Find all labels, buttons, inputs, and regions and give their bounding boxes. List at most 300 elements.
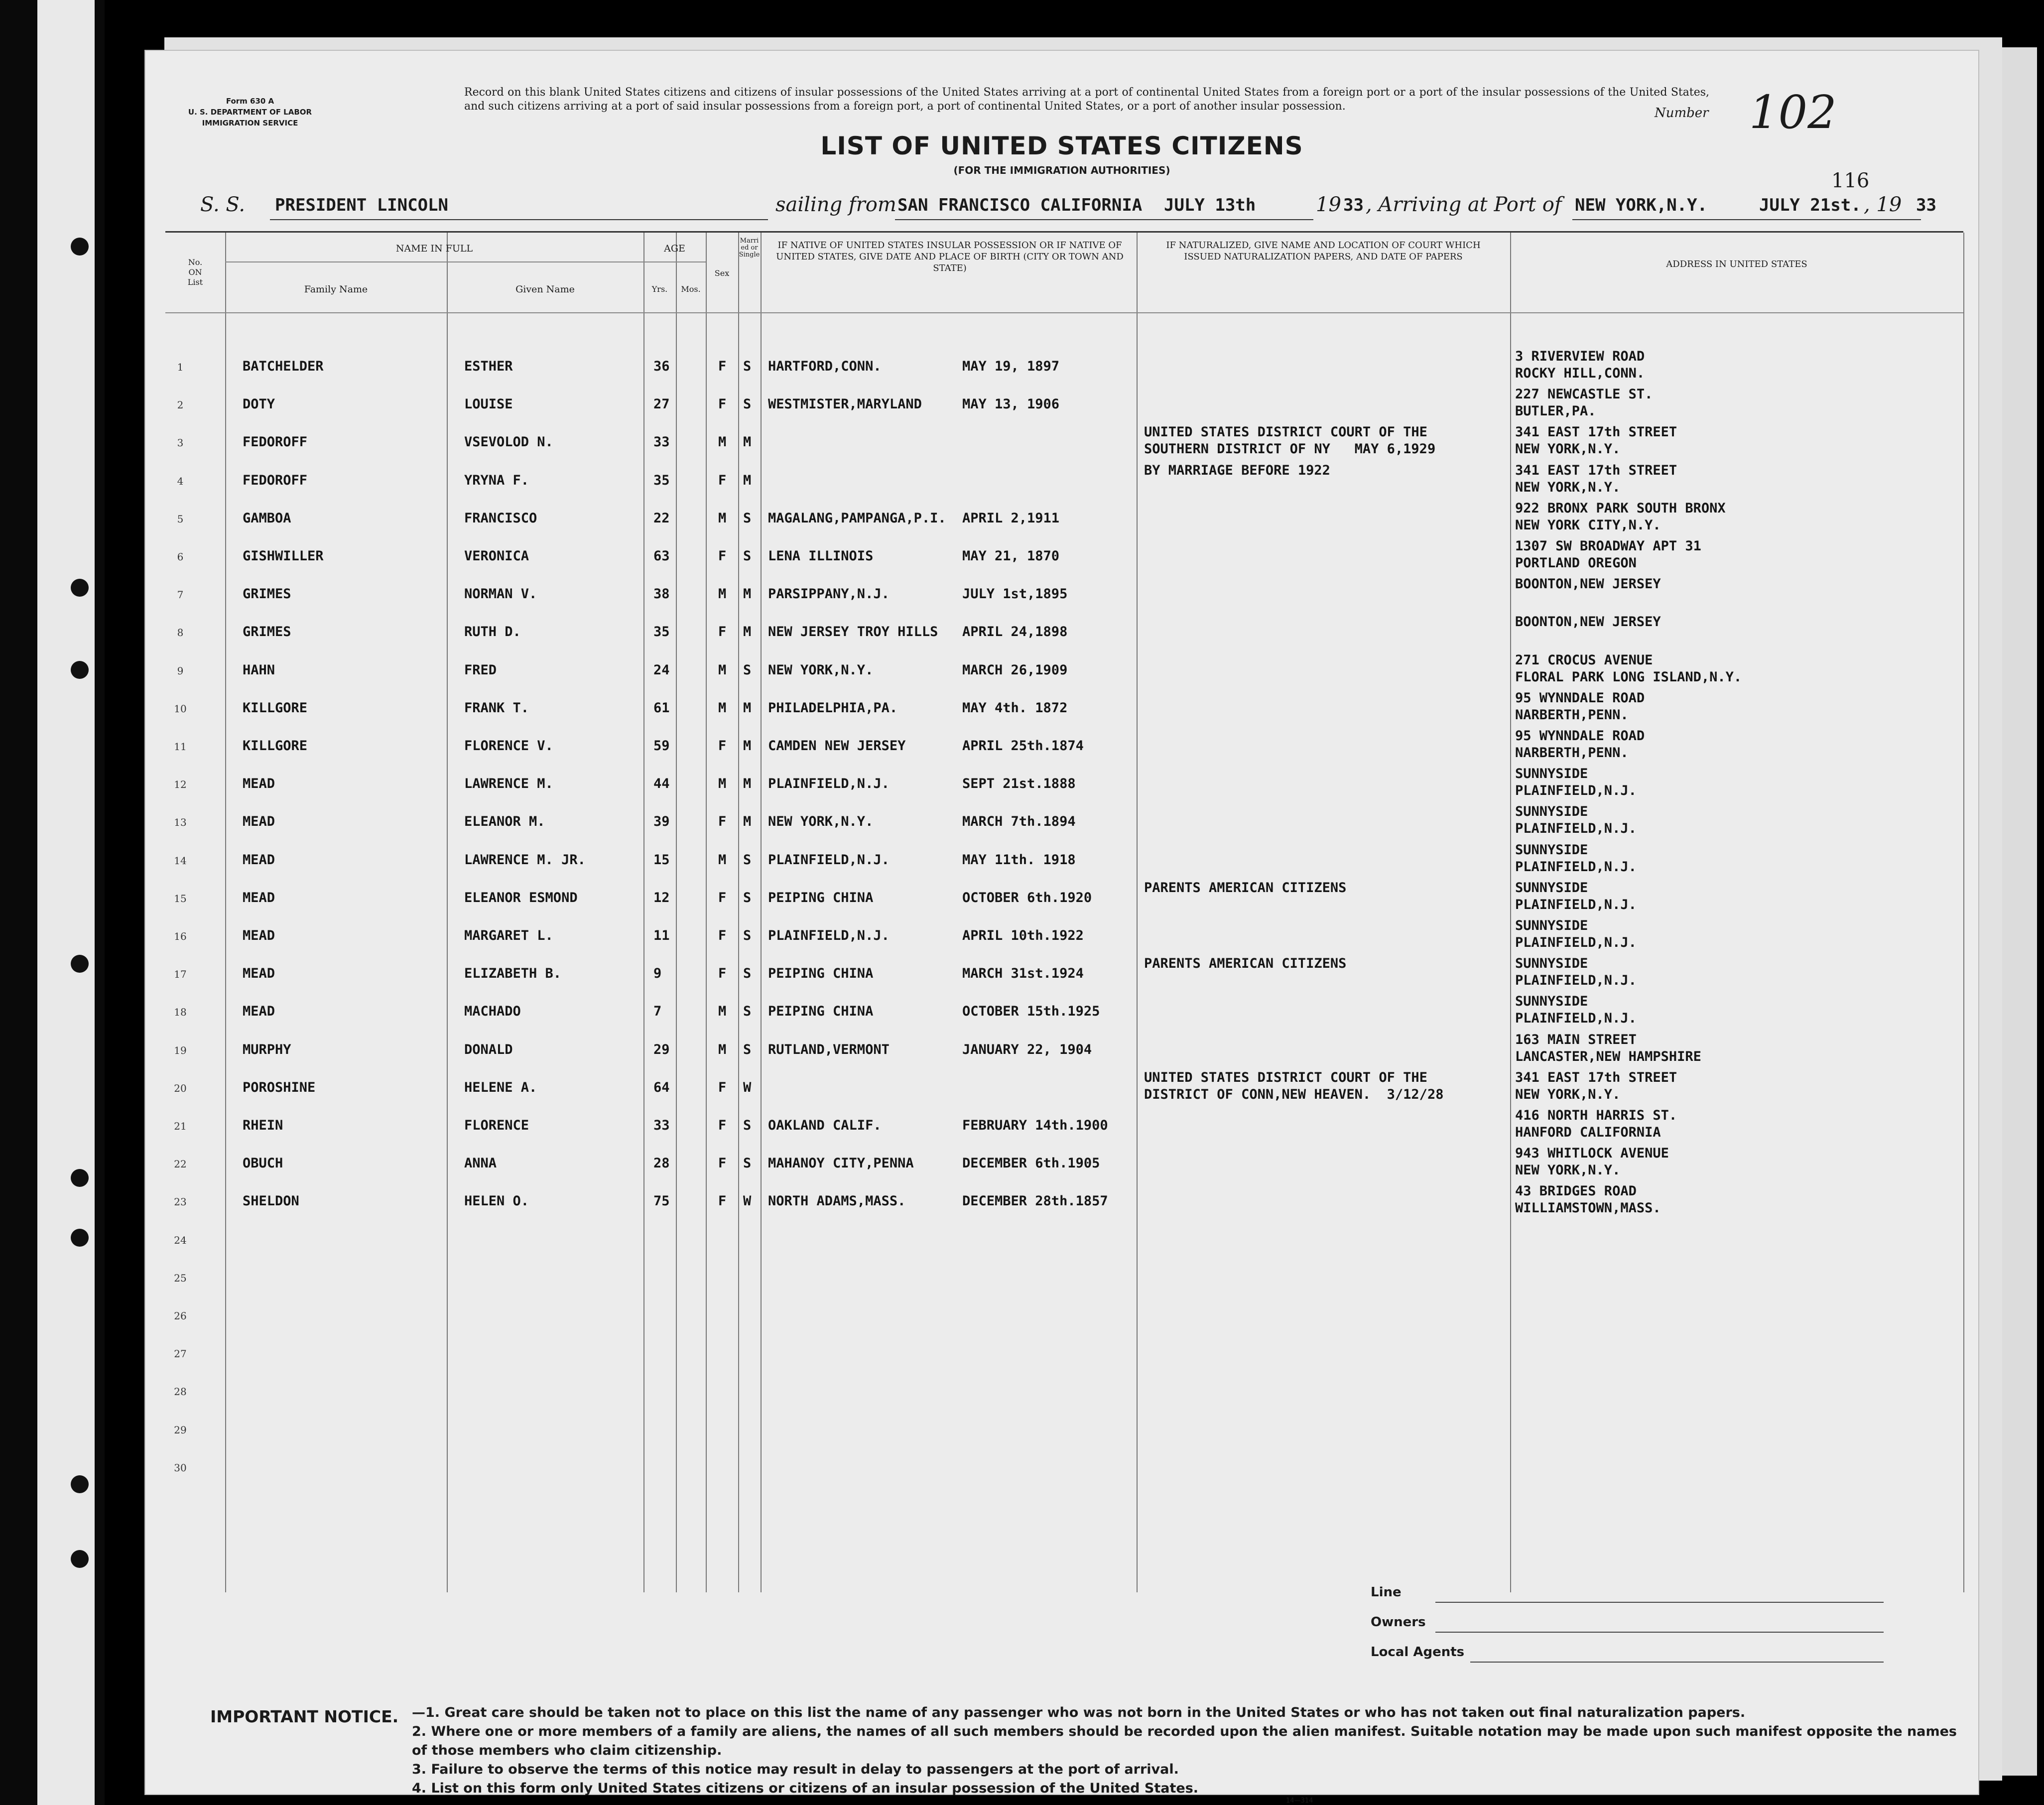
row-number: 7: [177, 589, 184, 601]
sex: M: [718, 586, 727, 602]
col-naturalization-header: IF NATURALIZED, GIVE NAME AND LOCATION OF COURT WHICH ISSUED NATURALIZATION PAPERS, AND DATE OF PAPERS: [1166, 240, 1481, 262]
punch-hole: [71, 661, 89, 679]
age-years: 29: [653, 1041, 670, 1057]
naturalization-line-1: PARENTS AMERICAN CITIZENS: [1144, 880, 1347, 896]
given-name: YRYNA F.: [464, 472, 529, 488]
row-number: 23: [174, 1196, 187, 1208]
family-name: MURPHY: [243, 1041, 291, 1057]
passenger-table: [165, 231, 1963, 1592]
sex: M: [718, 852, 727, 868]
age-years: 35: [653, 472, 670, 488]
naturalization-line-1: PARENTS AMERICAN CITIZENS: [1144, 956, 1347, 972]
address-line-2: NEW YORK,N.Y.: [1515, 1162, 1621, 1178]
table-row: [165, 423, 1963, 461]
birth-date: APRIL 10th.1922: [962, 928, 1084, 943]
age-years: 28: [653, 1156, 670, 1171]
given-name: MARGARET L.: [464, 928, 553, 943]
naturalization-line-1: UNITED STATES DISTRICT COURT OF THE: [1144, 424, 1427, 440]
form-number: Form 630 A: [226, 97, 274, 106]
row-number: 12: [174, 778, 187, 791]
address-line-1: SUNNYSIDE: [1515, 918, 1588, 933]
table-row: [165, 765, 1963, 802]
family-name: GAMBOA: [243, 510, 291, 526]
marital-status: S: [743, 396, 752, 412]
address-line-1: 341 EAST 17th STREET: [1515, 462, 1677, 478]
address-line-2: FLORAL PARK LONG ISLAND,N.Y.: [1515, 669, 1742, 685]
address-line-2: PLAINFIELD,N.J.: [1515, 897, 1637, 912]
birth-place: CAMDEN NEW JERSEY: [768, 738, 906, 754]
agents-underline: [1470, 1662, 1884, 1663]
given-name: ANNA: [464, 1156, 497, 1171]
family-name: OBUCH: [243, 1156, 283, 1171]
naturalization-line-1: BY MARRIAGE BEFORE 1922: [1144, 462, 1330, 478]
sex: F: [718, 548, 727, 564]
row-number: 19: [174, 1044, 187, 1056]
header-divider: [225, 261, 676, 262]
family-name: POROSHINE: [243, 1079, 316, 1095]
given-name: FRANCISCO: [464, 510, 537, 526]
birth-date: OCTOBER 6th.1920: [962, 890, 1092, 905]
address-line-2: NEW YORK,N.Y.: [1515, 1086, 1621, 1102]
year-label: 19: [1316, 193, 1341, 216]
agents-label: Local Agents: [1371, 1645, 1465, 1660]
marital-status: S: [743, 510, 752, 526]
sex: F: [718, 1079, 727, 1095]
marital-status: S: [743, 1118, 752, 1133]
notice-item: 2. Where one or more members of a family are aliens, the names of all such members should be recorded upon the alien manifest. Suitable notation may be made upon such manifest opposite the names of those members who claim citizenship.: [412, 1724, 1957, 1758]
birth-date: FEBRUARY 14th.1900: [962, 1118, 1108, 1133]
row-number: 6: [177, 551, 184, 563]
blank-table-row: [165, 1372, 1963, 1410]
address-line-2: BUTLER,PA.: [1515, 403, 1596, 419]
birth-place: MAGALANG,PAMPANGA,P.I.: [768, 510, 946, 526]
birth-place: HARTFORD,CONN.: [768, 359, 882, 374]
notice-item: —1. Great care should be taken not to place on this list the name of any passenger who was not born in the United States or who has not taken out final naturalization papers.: [412, 1705, 1746, 1720]
arrival-year: 33: [1916, 195, 1936, 215]
page-stamp: 116: [1831, 169, 1870, 192]
sailing-year: 33: [1343, 195, 1364, 215]
given-name: LAWRENCE M. JR.: [464, 852, 586, 868]
blank-table-row: [165, 1334, 1963, 1372]
birth-place: NEW YORK,N.Y.: [768, 662, 874, 678]
family-name: DOTY: [243, 396, 275, 412]
row-number: 29: [174, 1423, 187, 1436]
marital-status: S: [743, 359, 752, 374]
address-line-1: 163 MAIN STREET: [1515, 1031, 1637, 1047]
owners-underline: [1435, 1632, 1884, 1633]
punch-hole: [71, 238, 89, 256]
family-name: MEAD: [243, 890, 275, 905]
given-name: FRED: [464, 662, 497, 678]
address-line-2: NEW YORK,N.Y.: [1515, 441, 1621, 457]
arriving-label: , Arriving at Port of: [1366, 193, 1562, 216]
table-row: [165, 841, 1963, 879]
marital-status: M: [743, 814, 752, 830]
notice-item: 4. List on this form only United States citizens or citizens of an insular possession of the United States.: [412, 1781, 1199, 1796]
address-line-1: 943 WHITLOCK AVENUE: [1515, 1146, 1669, 1161]
owners-field: [1371, 1615, 1426, 1630]
sex: M: [718, 1041, 727, 1057]
row-number: 2: [177, 399, 184, 411]
sex: F: [718, 472, 727, 488]
row-number: 10: [174, 702, 187, 715]
department-name: U. S. DEPARTMENT OF LABOR: [188, 108, 312, 117]
age-years: 35: [653, 624, 670, 640]
birth-place: PEIPING CHINA: [768, 1004, 874, 1020]
col-address-header: ADDRESS IN UNITED STATES: [1666, 259, 1807, 269]
row-number: 30: [174, 1461, 187, 1474]
row-number: 18: [174, 1006, 187, 1019]
given-name: VSEVOLOD N.: [464, 434, 553, 450]
marital-status: S: [743, 928, 752, 943]
birth-place: PLAINFIELD,N.J.: [768, 776, 890, 792]
given-name: RUTH D.: [464, 624, 521, 640]
sex: F: [718, 1118, 727, 1133]
row-number: 1: [177, 361, 184, 373]
address-line-1: 43 BRIDGES ROAD: [1515, 1183, 1637, 1199]
agents-field: [1371, 1645, 1464, 1660]
important-notice-text: [412, 1703, 1966, 1798]
underline: [895, 219, 1313, 220]
arrival-date: JULY 21st.: [1759, 195, 1861, 215]
number-label: Number: [1655, 106, 1709, 121]
punch-hole: [71, 1475, 89, 1493]
birth-place: WESTMISTER,MARYLAND: [768, 396, 922, 412]
address-line-1: 95 WYNNDALE ROAD: [1515, 690, 1645, 706]
row-number: 3: [177, 437, 184, 449]
age-years: 11: [653, 928, 670, 943]
sex: F: [718, 1193, 727, 1209]
col-yrs-header: Yrs.: [651, 284, 668, 294]
address-line-2: PLAINFIELD,N.J.: [1515, 935, 1637, 950]
address-line-1: 416 NORTH HARRIS ST.: [1515, 1108, 1677, 1123]
row-number: 21: [174, 1120, 187, 1132]
table-row: [165, 347, 1963, 385]
row-number: 15: [174, 892, 187, 904]
birth-place: NEW JERSEY TROY HILLS: [768, 624, 938, 640]
marital-status: M: [743, 586, 752, 602]
row-number: 25: [174, 1272, 187, 1284]
family-name: MEAD: [243, 852, 275, 868]
birth-place: PARSIPPANY,N.J.: [768, 586, 890, 602]
row-number: 11: [174, 741, 187, 753]
blank-table-row: [165, 1448, 1963, 1486]
sex: F: [718, 928, 727, 943]
col-sex-header: Sex: [714, 268, 730, 278]
given-name: ESTHER: [464, 359, 513, 374]
manifest-page: [144, 50, 1979, 1805]
address-line-2: NEW YORK,N.Y.: [1515, 479, 1621, 495]
age-years: 64: [653, 1079, 670, 1095]
list-number: 102: [1749, 86, 1837, 139]
col-age-header: AGE: [664, 243, 685, 254]
sex: F: [718, 890, 727, 905]
birth-date: OCTOBER 15th.1925: [962, 1004, 1100, 1020]
address-line-1: BOONTON,NEW JERSEY: [1515, 614, 1661, 630]
table-row: [165, 385, 1963, 423]
sailing-label: sailing from: [775, 193, 896, 216]
address-line-1: 95 WYNNDALE ROAD: [1515, 728, 1645, 744]
table-row: [165, 916, 1963, 954]
marital-status: S: [743, 890, 752, 905]
ship-name: PRESIDENT LINCOLN: [275, 195, 448, 215]
marital-status: S: [743, 1156, 752, 1171]
year-label: , 19: [1864, 193, 1902, 216]
birth-date: MAY 21, 1870: [962, 548, 1060, 564]
family-name: SHELDON: [243, 1193, 299, 1209]
age-years: 75: [653, 1193, 670, 1209]
table-row: [165, 992, 1963, 1030]
row-number: 14: [174, 854, 187, 867]
table-row: [165, 1182, 1963, 1220]
marital-status: S: [743, 548, 752, 564]
page-subtitle: (FOR THE IMMIGRATION AUTHORITIES): [953, 164, 1170, 176]
underline: [270, 219, 768, 220]
given-name: FRANK T.: [464, 700, 529, 716]
family-name: FEDOROFF: [243, 434, 308, 450]
address-line-2: PLAINFIELD,N.J.: [1515, 783, 1637, 799]
sex: M: [718, 1004, 727, 1020]
address-line-2: ROCKY HILL,CONN.: [1515, 366, 1645, 381]
service-name: IMMIGRATION SERVICE: [202, 119, 298, 128]
address-line-1: 341 EAST 17th STREET: [1515, 1069, 1677, 1085]
address-line-2: PLAINFIELD,N.J.: [1515, 821, 1637, 837]
birth-place: NORTH ADAMS,MASS.: [768, 1193, 906, 1209]
family-name: BATCHELDER: [243, 359, 324, 374]
sailing-date: JULY 13th: [1164, 195, 1256, 215]
notice-item: 3. Failure to observe the terms of this notice may result in delay to passengers at the port of arrival.: [412, 1762, 1179, 1777]
given-name: FLORENCE: [464, 1118, 529, 1133]
given-name: ELEANOR ESMOND: [464, 890, 578, 905]
address-line-1: BOONTON,NEW JERSEY: [1515, 576, 1661, 592]
marital-status: W: [743, 1079, 752, 1095]
row-number: 20: [174, 1082, 187, 1094]
marital-status: S: [743, 662, 752, 678]
row-number: 8: [177, 627, 184, 639]
top-notice: Record on this blank United States citizens and citizens of insular possessions of the United States arriving at a port of continental United States from a foreign port or a port of the insular possessions of the United States, and such citizens arriving at a port of said insular possessions from a foreign port, a port of continental United States, or a port of another insular possession.: [464, 86, 1709, 113]
marital-status: S: [743, 1004, 752, 1020]
family-name: KILLGORE: [243, 700, 308, 716]
address-line-1: 922 BRONX PARK SOUTH BRONX: [1515, 500, 1726, 516]
address-line-1: SUNNYSIDE: [1515, 994, 1588, 1010]
sex: F: [718, 814, 727, 830]
sex: M: [718, 510, 727, 526]
birth-place: PLAINFIELD,N.J.: [768, 852, 890, 868]
age-years: 36: [653, 359, 670, 374]
birth-date: DECEMBER 6th.1905: [962, 1156, 1100, 1171]
voyage-line: [200, 190, 1953, 225]
address-line-1: 271 CROCUS AVENUE: [1515, 652, 1653, 668]
family-name: MEAD: [243, 928, 275, 943]
address-line-2: PLAINFIELD,N.J.: [1515, 1011, 1637, 1027]
family-name: MEAD: [243, 1004, 275, 1020]
col-given-header: Given Name: [515, 284, 575, 295]
birth-date: MAY 13, 1906: [962, 396, 1060, 412]
age-years: 63: [653, 548, 670, 564]
sex: F: [718, 396, 727, 412]
row-number: 27: [174, 1348, 187, 1360]
birth-place: LENA ILLINOIS: [768, 548, 874, 564]
birth-date: APRIL 24,1898: [962, 624, 1068, 640]
table-row: [165, 1106, 1963, 1144]
family-name: FEDOROFF: [243, 472, 308, 488]
table-row: [165, 1068, 1963, 1106]
birth-date: DECEMBER 28th.1857: [962, 1193, 1108, 1209]
binder-strip: [37, 0, 95, 1805]
underline: [1572, 219, 1921, 220]
marital-status: S: [743, 966, 752, 982]
given-name: HELENE A.: [464, 1079, 537, 1095]
row-number: 28: [174, 1386, 187, 1398]
form-identifier: [185, 96, 315, 129]
age-years: 39: [653, 814, 670, 830]
column-divider: [1963, 233, 1964, 1592]
birth-date: MAY 4th. 1872: [962, 700, 1068, 716]
sex: F: [718, 1156, 727, 1171]
blank-table-row: [165, 1258, 1963, 1296]
birth-place: OAKLAND CALIF.: [768, 1118, 882, 1133]
table-row: [165, 954, 1963, 992]
address-line-1: 341 EAST 17th STREET: [1515, 424, 1677, 440]
line-underline: [1435, 1602, 1884, 1603]
row-number: 16: [174, 930, 187, 942]
given-name: ELIZABETH B.: [464, 966, 562, 982]
marital-status: M: [743, 624, 752, 640]
marital-status: M: [743, 434, 752, 450]
address-line-1: 3 RIVERVIEW ROAD: [1515, 349, 1645, 364]
col-mos-header: Mos.: [681, 284, 701, 294]
address-line-1: 227 NEWCASTLE ST.: [1515, 387, 1653, 402]
sex: F: [718, 624, 727, 640]
age-years: 61: [653, 700, 670, 716]
address-line-1: SUNNYSIDE: [1515, 804, 1588, 820]
given-name: LOUISE: [464, 396, 513, 412]
sex: M: [718, 434, 727, 450]
family-name: MEAD: [243, 814, 275, 830]
birth-place: PEIPING CHINA: [768, 890, 874, 905]
birth-date: JULY 1st,1895: [962, 586, 1068, 602]
row-number: 22: [174, 1158, 187, 1170]
row-number: 9: [177, 664, 184, 677]
naturalization-line-2: DISTRICT OF CONN,NEW HEAVEN. 3/12/28: [1144, 1086, 1444, 1102]
age-years: 44: [653, 776, 670, 792]
table-row: [165, 1144, 1963, 1182]
row-number: 4: [177, 475, 184, 487]
marital-status: M: [743, 472, 752, 488]
sex: F: [718, 966, 727, 982]
col-number-header: No. ON List: [187, 258, 203, 287]
table-row: [165, 727, 1963, 765]
given-name: ELEANOR M.: [464, 814, 545, 830]
age-years: 27: [653, 396, 670, 412]
address-line-1: SUNNYSIDE: [1515, 880, 1588, 896]
row-number: 13: [174, 816, 187, 829]
family-name: KILLGORE: [243, 738, 308, 754]
family-name: HAHN: [243, 662, 275, 678]
age-years: 12: [653, 890, 670, 905]
marital-status: S: [743, 852, 752, 868]
table-row: [165, 499, 1963, 537]
line-field: [1371, 1585, 1402, 1600]
given-name: MACHADO: [464, 1004, 521, 1020]
birth-date: MARCH 7th.1894: [962, 814, 1076, 830]
address-line-1: SUNNYSIDE: [1515, 956, 1588, 972]
family-name: MEAD: [243, 776, 275, 792]
header-divider: [643, 261, 706, 262]
address-line-2: PLAINFIELD,N.J.: [1515, 859, 1637, 875]
table-row: [165, 613, 1963, 650]
age-years: 15: [653, 852, 670, 868]
given-name: DONALD: [464, 1041, 513, 1057]
ss-label: S. S.: [200, 193, 246, 216]
table-row: [165, 879, 1963, 916]
table-row: [165, 651, 1963, 689]
punch-hole: [71, 579, 89, 597]
age-years: 9: [653, 966, 662, 982]
birth-date: MARCH 26,1909: [962, 662, 1068, 678]
row-number: 5: [177, 513, 184, 525]
blank-table-row: [165, 1410, 1963, 1448]
table-row: [165, 461, 1963, 499]
birth-place: PLAINFIELD,N.J.: [768, 928, 890, 943]
sex: F: [718, 359, 727, 374]
col-marital-header: Married or Single: [739, 237, 760, 258]
blank-table-row: [165, 1220, 1963, 1258]
table-row: [165, 537, 1963, 575]
marital-status: M: [743, 738, 752, 754]
punch-hole: [71, 1550, 89, 1568]
given-name: LAWRENCE M.: [464, 776, 553, 792]
birth-date: MAY 19, 1897: [962, 359, 1060, 374]
address-line-1: SUNNYSIDE: [1515, 842, 1588, 858]
birth-date: APRIL 25th.1874: [962, 738, 1084, 754]
given-name: HELEN O.: [464, 1193, 529, 1209]
address-line-2: WILLIAMSTOWN,MASS.: [1515, 1200, 1661, 1216]
address-line-2: HANFORD CALIFORNIA: [1515, 1125, 1661, 1140]
address-line-1: 1307 SW BROADWAY APT 31: [1515, 538, 1701, 554]
family-name: GISHWILLER: [243, 548, 324, 564]
col-name-header: NAME IN FULL: [395, 243, 473, 254]
marital-status: W: [743, 1193, 752, 1209]
age-years: 24: [653, 662, 670, 678]
family-name: GRIMES: [243, 624, 291, 640]
sex: M: [718, 662, 727, 678]
sex: M: [718, 776, 727, 792]
page-title: LIST OF UNITED STATES CITIZENS: [820, 131, 1303, 160]
age-years: 59: [653, 738, 670, 754]
address-line-2: NARBERTH,PENN.: [1515, 745, 1629, 761]
birth-place: PEIPING CHINA: [768, 966, 874, 982]
naturalization-line-1: UNITED STATES DISTRICT COURT OF THE: [1144, 1069, 1427, 1085]
address-line-1: SUNNYSIDE: [1515, 766, 1588, 782]
marital-status: M: [743, 700, 752, 716]
birth-place: PHILADELPHIA,PA.: [768, 700, 898, 716]
sex: F: [718, 738, 727, 754]
address-line-2: LANCASTER,NEW HAMPSHIRE: [1515, 1048, 1701, 1064]
birth-date: JANUARY 22, 1904: [962, 1041, 1092, 1057]
age-years: 7: [653, 1004, 662, 1020]
col-birth-header: IF NATIVE OF UNITED STATES INSULAR POSSESSION OR IF NATIVE OF UNITED STATES, GIVE DATE AND PLACE OF BIRTH (CITY OR TOWN AND STATE): [776, 240, 1124, 273]
row-number: 24: [174, 1234, 187, 1246]
binder-background: [0, 0, 105, 1805]
age-years: 33: [653, 1118, 670, 1133]
birth-date: MAY 11th. 1918: [962, 852, 1076, 868]
blank-table-row: [165, 1296, 1963, 1334]
given-name: VERONICA: [464, 548, 529, 564]
port-of-departure: SAN FRANCISCO CALIFORNIA: [897, 195, 1143, 215]
port-of-arrival: NEW YORK,N.Y.: [1575, 195, 1708, 215]
birth-place: RUTLAND,VERMONT: [768, 1041, 890, 1057]
